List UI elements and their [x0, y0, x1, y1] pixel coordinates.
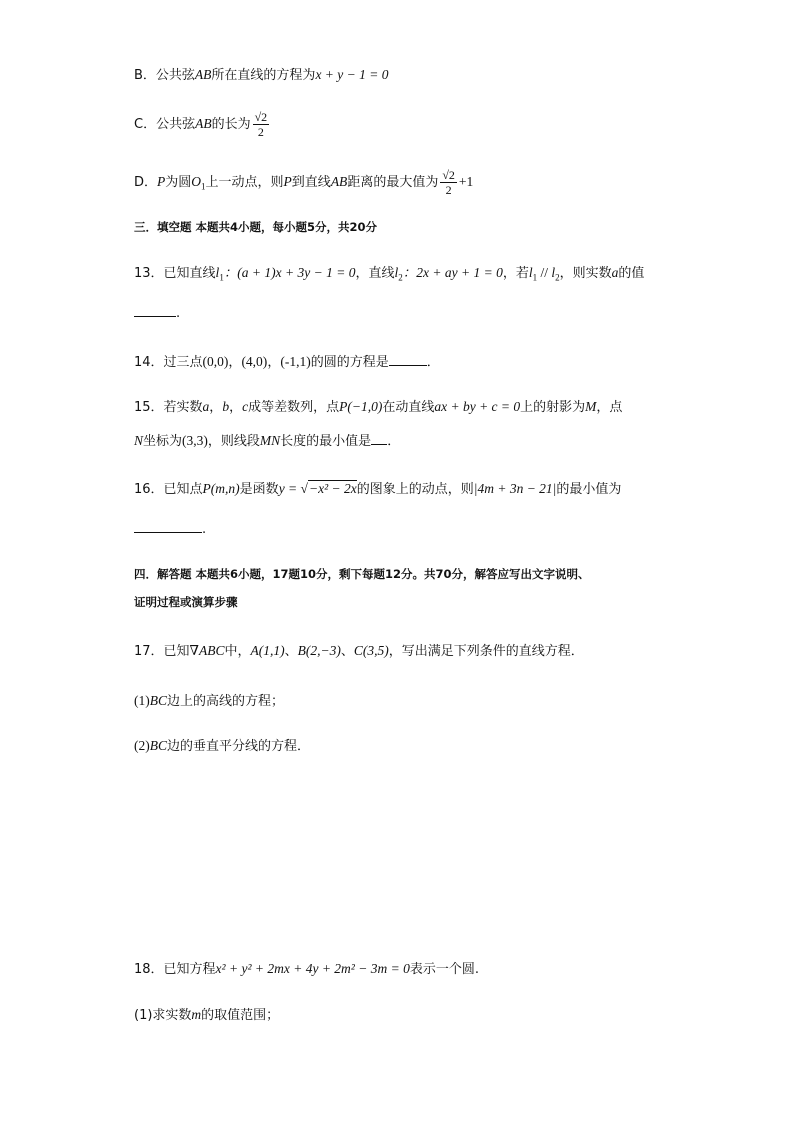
option-d-text-3: 到直线: [291, 175, 331, 190]
comma: ，: [228, 355, 242, 370]
q18-text-2: 表示一个圆.: [409, 962, 479, 977]
fraction-denominator: 2: [257, 125, 264, 139]
q15-text-7: ，则线段: [207, 434, 260, 449]
function-y: y =: [278, 481, 301, 496]
q16-text-2: 是函数: [239, 482, 279, 497]
q13-text-4: ，则实数: [559, 266, 612, 281]
segment-bc: BC: [149, 693, 168, 708]
point-c: C(3,5): [353, 643, 389, 658]
option-c-text: 的长为: [211, 117, 251, 132]
variable-a: a: [611, 265, 619, 280]
option-d-prefix: D．: [134, 175, 158, 190]
q13-text-1: 13．已知直线: [134, 266, 216, 281]
period: ．: [426, 355, 440, 370]
segment-ab: AB: [330, 174, 348, 189]
point-a: A(1,1): [250, 643, 285, 658]
comma: ，: [209, 400, 223, 415]
option-b-text: 所在直线的方程为: [211, 68, 316, 83]
segment-mn: MN: [259, 433, 281, 448]
separator: 、: [340, 644, 354, 659]
variable-b: b: [222, 399, 230, 414]
q15-text-2: 成等差数列，点: [248, 400, 340, 415]
q15-text-1: 15．若实数: [134, 400, 203, 415]
q15-text-5: ，点: [596, 400, 623, 415]
question-16-answer-line: [134, 518, 206, 539]
segment-ab: AB: [194, 67, 212, 82]
q18-1-text-2: 的取值范围；: [201, 1008, 280, 1023]
option-d-text-2: 上一动点，则: [205, 175, 284, 190]
circle-o: O: [191, 174, 202, 189]
option-c: [134, 110, 271, 139]
q13-text-3: ，若: [502, 266, 529, 281]
point-p-mn: P(m,n): [202, 481, 240, 496]
subscript: 1: [201, 181, 206, 192]
moving-line-equation: ax + by + c = 0: [434, 399, 521, 414]
q17-2-text: 边的垂直平分线的方程．: [167, 739, 311, 754]
segment-ab: AB: [195, 116, 212, 131]
radicand: −x² − 2x: [308, 481, 357, 496]
fraction-sqrt2-over-2: [253, 110, 270, 139]
q14-text-1: 14．过三点: [134, 355, 203, 370]
question-15-line-2: [134, 430, 400, 451]
fraction-denominator: 2: [445, 183, 452, 197]
fraction-sqrt2-over-2: [440, 168, 457, 197]
variable-c: c: [242, 399, 249, 414]
question-13-answer-line: [134, 302, 180, 323]
q16-text-4: 的最小值为: [556, 482, 622, 497]
q13-text-5: 的值: [618, 266, 645, 281]
sqrt-symbol: √: [300, 481, 308, 496]
point-p: P: [283, 174, 292, 189]
variable-a: a: [202, 399, 210, 414]
triangle-abc: ∇ABC: [189, 643, 225, 658]
point-n: N: [134, 433, 144, 448]
question-17-part-1: [134, 692, 284, 711]
point-b: B(2,−3): [297, 643, 341, 658]
answer-blank[interactable]: [371, 430, 387, 445]
separator: 、: [284, 644, 298, 659]
period: ．: [387, 434, 401, 449]
q17-text-3: ，写出满足下列条件的直线方程．: [388, 644, 584, 659]
part-number: (2): [134, 738, 150, 753]
subscript: 1: [219, 272, 224, 283]
line-l2: l: [394, 265, 399, 280]
segment-bc: BC: [149, 738, 168, 753]
question-18-part-1: [134, 1006, 279, 1025]
circle-equation: x² + y² + 2mx + 4y + 2m² − 3m = 0: [215, 961, 410, 976]
section-heading-solve: 四．解答题 本题共6小题，17题10分，剩下每题12分。共70分，解答应写出文字说明、: [134, 567, 590, 581]
q16-text-3: 的图象上的动点，则: [356, 482, 474, 497]
subscript: 2: [555, 272, 560, 283]
option-d-text-4: 距离的最大值为: [347, 175, 439, 190]
point-origin: (0,0): [202, 354, 229, 369]
line-l2-equation: ：2x + ay + 1 = 0: [402, 265, 503, 280]
point-neg1-1: (-1,1): [280, 354, 311, 369]
question-14: [134, 351, 440, 372]
point-3-3: (3,3): [182, 433, 208, 448]
question-16: [134, 480, 621, 499]
option-b: [134, 66, 389, 85]
subscript: 2: [398, 272, 403, 283]
point-m: M: [585, 399, 597, 414]
q18-1-text-1: (1)求实数: [134, 1008, 192, 1023]
answer-blank[interactable]: [389, 351, 427, 366]
variable-m: m: [191, 1007, 202, 1022]
answer-blank[interactable]: [134, 302, 176, 317]
q17-text-1: 17．已知: [134, 644, 190, 659]
q15-text-4: 上的射影为: [520, 400, 586, 415]
fraction-numerator: √2: [442, 168, 455, 182]
fraction-numerator: √2: [254, 110, 268, 124]
period: .: [176, 306, 181, 321]
line-l1: l: [215, 265, 220, 280]
plus-one: +1: [458, 174, 474, 189]
point-p: P(−1,0): [339, 399, 383, 414]
absolute-expression: |4m + 3n − 21|: [473, 481, 557, 496]
section-heading-fill-in: 三．填空题 本题共4小题，每小题5分，共20分: [134, 220, 378, 234]
q15-text-3: 在动直线: [382, 400, 435, 415]
parallel-symbol: //: [537, 265, 552, 280]
line-l1: l: [528, 265, 533, 280]
point-p: P: [157, 174, 166, 189]
comma: ，: [267, 355, 281, 370]
line-l1-equation: ：(a + 1)x + 3y − 1 = 0: [223, 265, 356, 280]
option-d-text-1: 为圆: [165, 175, 192, 190]
q17-text-2: 中，: [224, 644, 251, 659]
section-heading-solve-line-2: 证明过程或演算步骤: [134, 595, 238, 609]
question-15: [134, 398, 622, 417]
period: .: [202, 522, 207, 537]
q18-text-1: 18．已知方程: [134, 962, 216, 977]
q14-text-2: 的圆的方程是: [310, 355, 389, 370]
option-b-prefix: B．公共弦: [134, 68, 195, 83]
question-17-part-2: [134, 737, 310, 756]
q15-text-8: 长度的最小值是: [280, 434, 372, 449]
q17-1-text: 边上的高线的方程；: [167, 694, 285, 709]
line-l2: l: [551, 265, 556, 280]
subscript: 1: [532, 272, 538, 283]
option-c-prefix: C．公共弦: [134, 117, 196, 132]
q15-text-6: 坐标为: [143, 434, 183, 449]
question-18: [134, 960, 479, 979]
option-d: [134, 168, 473, 197]
q13-text-2: ，直线: [355, 266, 395, 281]
question-13: [134, 264, 644, 287]
answer-blank[interactable]: [134, 518, 202, 533]
question-17: [134, 642, 584, 661]
line-equation: x + y − 1 = 0: [315, 67, 389, 82]
q16-text-1: 16．已知点: [134, 482, 203, 497]
point-4-0: (4,0): [241, 354, 268, 369]
part-number: (1): [134, 693, 150, 708]
comma: ，: [229, 400, 243, 415]
